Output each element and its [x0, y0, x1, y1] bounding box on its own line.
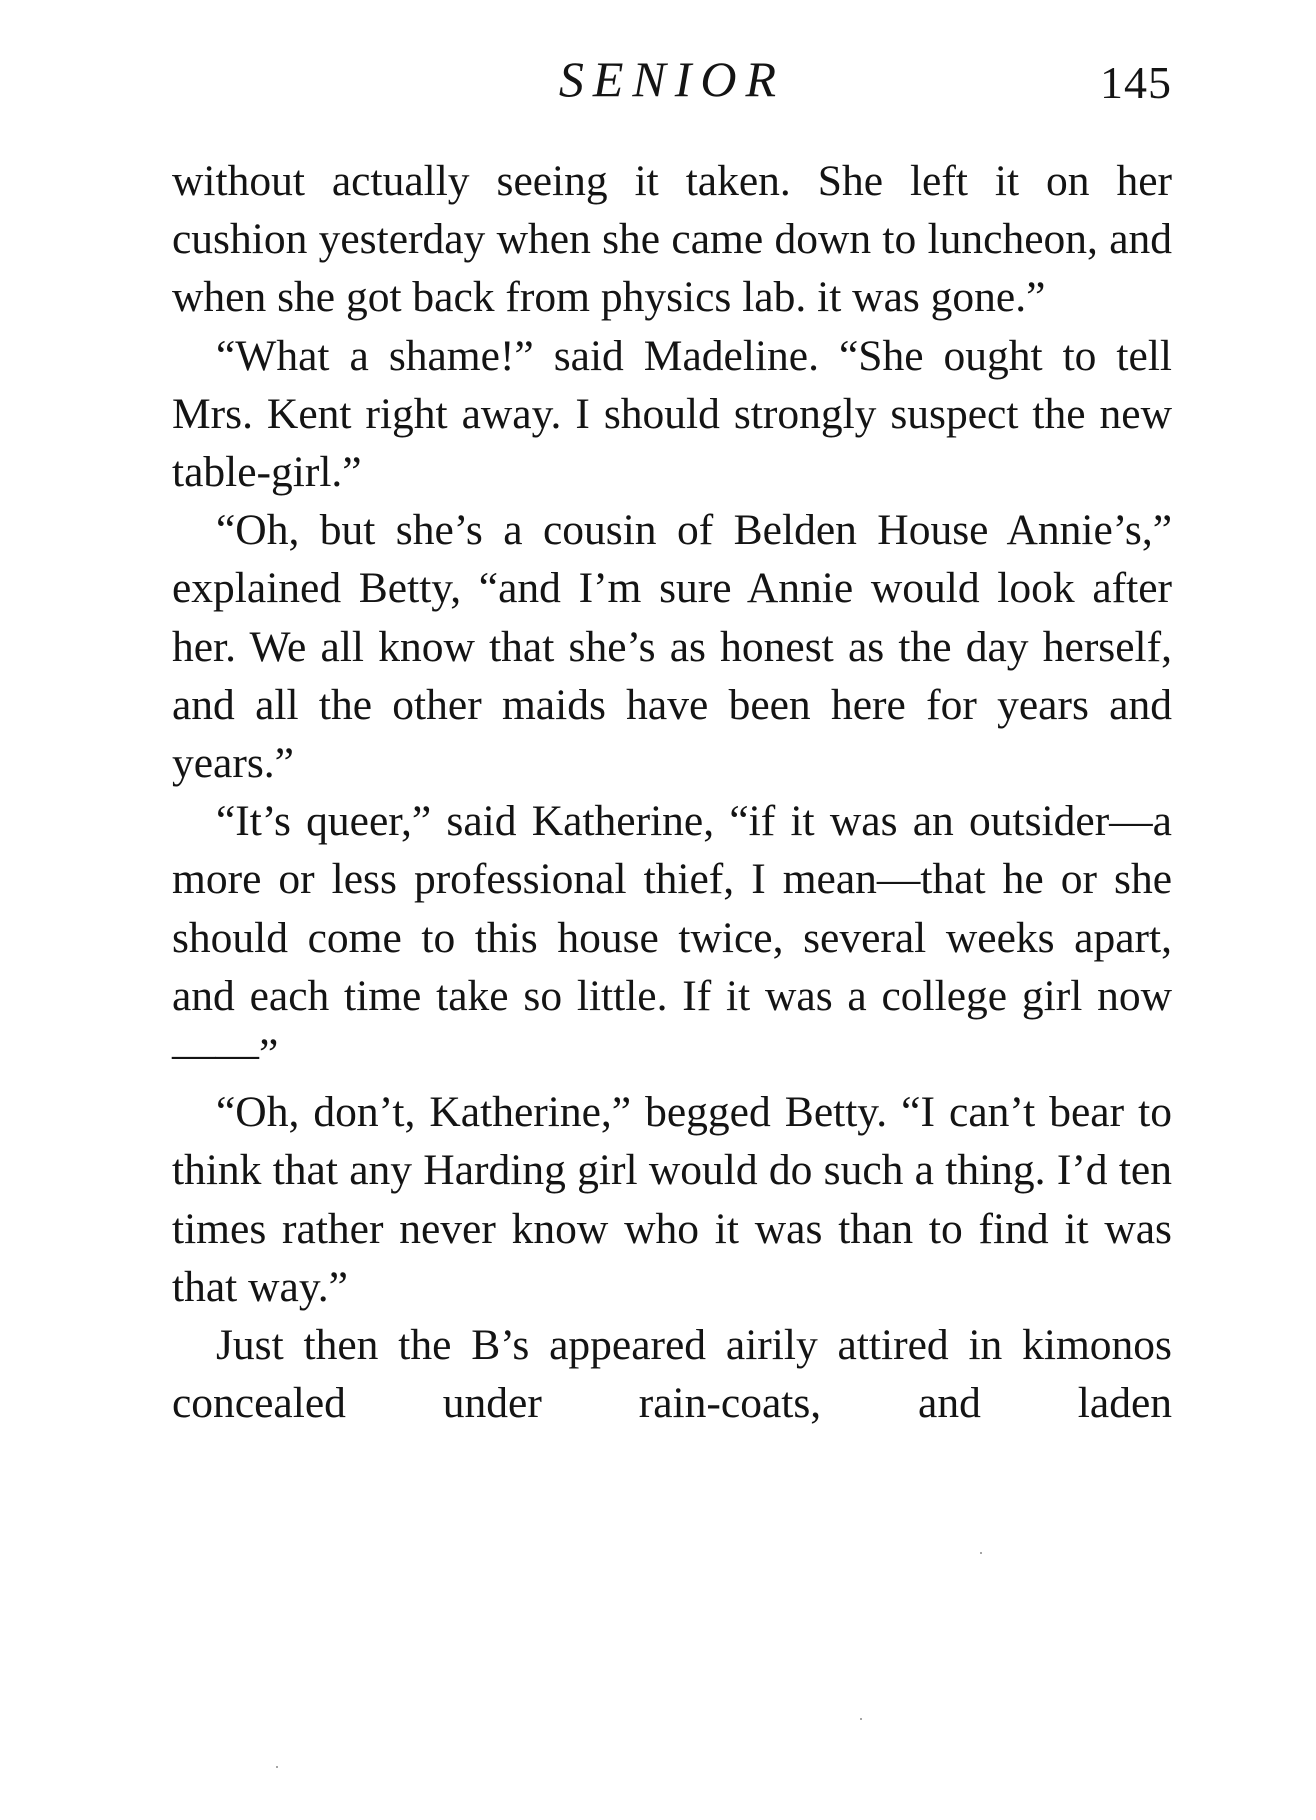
paragraph-betty-reply: “Oh, don’t, Katherine,” begged Betty. “I can’t bear to think that any Harding girl would do such a thing. I’d ten times rather never know who it was than to find it was that way.”	[172, 1088, 1172, 1311]
paper-speck	[980, 1552, 982, 1554]
paragraph-madeline: “What a shame!” said Madeline. “She ought to tell Mrs. Kent right away. I should strongly suspect the new table-girl.”	[172, 331, 1172, 497]
paper-speck	[860, 1718, 862, 1720]
paragraph-betty-annie: “Oh, but she’s a cousin of Belden House Annie’s,” explained Betty, “and I’m sure Annie would look after her. We all know that she’s as honest as the day herself, and all the other maids have been here for years and years.”	[172, 506, 1172, 788]
page-number: 145	[1100, 57, 1172, 108]
paragraph-bs-appear: Just then the B’s appeared airily attired in kimonos concealed under rain-coats, and laden	[172, 1321, 1172, 1428]
body-text	[172, 152, 1172, 1432]
paragraph-katherine: “It’s queer,” said Katherine, “if it was an outsider—a more or less professional thief, I mean—that he or she should come to this house twice, several weeks apart, and each time take so little. If it was a college girl now ——”	[172, 797, 1172, 1079]
running-header	[172, 44, 1172, 114]
paper-speck	[276, 1766, 278, 1768]
paragraph-continued: without actually seeing it taken. She left it on her cushion yesterday when she came down to luncheon, and when she got back from physics lab. it was gone.”	[172, 157, 1172, 322]
running-title: SENIOR	[558, 51, 786, 107]
